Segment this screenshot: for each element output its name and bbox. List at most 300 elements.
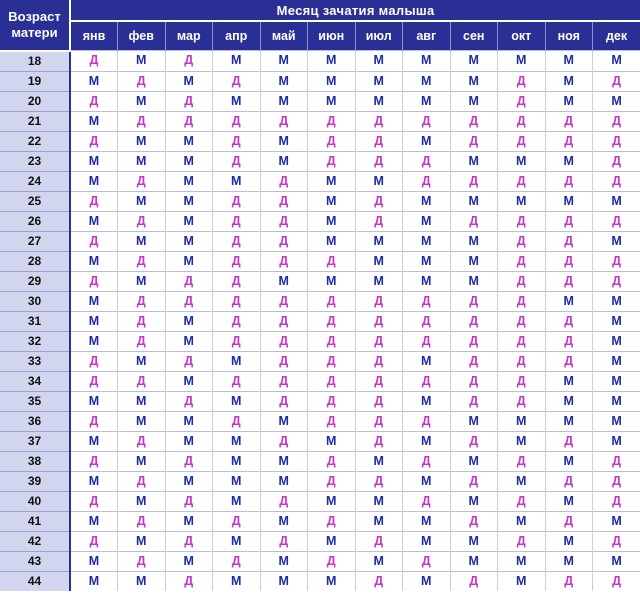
girl-prediction-cell: Д [450,391,498,411]
mother-age-cell: 38 [0,451,70,471]
month-header-cell: сен [450,21,498,51]
boy-prediction-cell: М [118,91,166,111]
mother-age-cell: 39 [0,471,70,491]
boy-prediction-cell: М [593,91,640,111]
month-header-row [0,21,640,51]
girl-prediction-cell: Д [70,351,118,371]
girl-prediction-cell: Д [498,391,546,411]
girl-prediction-cell: Д [450,351,498,371]
boy-prediction-cell: М [593,331,640,351]
boy-prediction-cell: М [118,531,166,551]
girl-prediction-cell: Д [260,231,308,251]
girl-prediction-cell: Д [593,491,640,511]
girl-prediction-cell: Д [498,491,546,511]
boy-prediction-cell: М [213,391,261,411]
girl-prediction-cell: Д [308,251,356,271]
boy-prediction-cell: М [118,351,166,371]
table-row [0,571,640,591]
month-header-cell: июн [308,21,356,51]
girl-prediction-cell: Д [545,211,593,231]
girl-prediction-cell: Д [593,131,640,151]
girl-prediction-cell: Д [355,291,403,311]
boy-prediction-cell: М [213,171,261,191]
girl-prediction-cell: Д [260,311,308,331]
girl-prediction-cell: Д [498,211,546,231]
mother-age-cell: 37 [0,431,70,451]
girl-prediction-cell: Д [545,571,593,591]
girl-prediction-cell: Д [213,271,261,291]
girl-prediction-cell: Д [450,211,498,231]
girl-prediction-cell: Д [450,431,498,451]
girl-prediction-cell: Д [545,231,593,251]
girl-prediction-cell: Д [213,191,261,211]
girl-prediction-cell: Д [213,511,261,531]
mother-age-cell: 42 [0,531,70,551]
boy-prediction-cell: М [118,411,166,431]
boy-prediction-cell: М [308,231,356,251]
mother-age-cell: 33 [0,351,70,371]
girl-prediction-cell: Д [118,211,166,231]
month-header-cell: окт [498,21,546,51]
boy-prediction-cell: М [165,171,213,191]
girl-prediction-cell: Д [593,171,640,191]
girl-prediction-cell: Д [165,111,213,131]
boy-prediction-cell: М [70,571,118,591]
girl-prediction-cell: Д [165,391,213,411]
boy-prediction-cell: М [545,391,593,411]
girl-prediction-cell: Д [165,351,213,371]
girl-prediction-cell: Д [403,371,451,391]
girl-prediction-cell: Д [450,131,498,151]
boy-prediction-cell: М [118,151,166,171]
boy-prediction-cell: М [165,211,213,231]
mother-age-header-line2: матери [11,24,58,40]
table-row [0,111,640,131]
month-header-cell: май [260,21,308,51]
table-row [0,491,640,511]
girl-prediction-cell: Д [213,371,261,391]
boy-prediction-cell: М [545,551,593,571]
girl-prediction-cell: Д [70,491,118,511]
boy-prediction-cell: М [118,51,166,72]
boy-prediction-cell: М [260,131,308,151]
table-row [0,311,640,331]
boy-prediction-cell: М [70,291,118,311]
girl-prediction-cell: Д [165,571,213,591]
boy-prediction-cell: М [593,311,640,331]
mother-age-header [0,0,70,51]
girl-prediction-cell: Д [450,171,498,191]
table-row [0,531,640,551]
girl-prediction-cell: Д [403,171,451,191]
boy-prediction-cell: М [403,471,451,491]
table-row [0,291,640,311]
girl-prediction-cell: Д [213,151,261,171]
boy-prediction-cell: М [118,231,166,251]
boy-prediction-cell: М [355,511,403,531]
girl-prediction-cell: Д [450,331,498,351]
girl-prediction-cell: Д [70,191,118,211]
mother-age-cell: 25 [0,191,70,211]
girl-prediction-cell: Д [355,431,403,451]
girl-prediction-cell: Д [308,351,356,371]
mother-age-cell: 28 [0,251,70,271]
girl-prediction-cell: Д [498,171,546,191]
table-row [0,151,640,171]
boy-prediction-cell: М [260,411,308,431]
girl-prediction-cell: Д [213,131,261,151]
table-row [0,171,640,191]
boy-prediction-cell: М [545,411,593,431]
boy-prediction-cell: М [450,451,498,471]
girl-prediction-cell: Д [213,331,261,351]
mother-age-cell: 32 [0,331,70,351]
boy-prediction-cell: М [70,251,118,271]
girl-prediction-cell: Д [118,251,166,271]
boy-prediction-cell: М [260,551,308,571]
boy-prediction-cell: М [118,491,166,511]
boy-prediction-cell: М [593,391,640,411]
boy-prediction-cell: М [118,191,166,211]
girl-prediction-cell: Д [355,391,403,411]
table-row [0,211,640,231]
girl-prediction-cell: Д [355,571,403,591]
girl-prediction-cell: Д [355,411,403,431]
girl-prediction-cell: Д [213,551,261,571]
girl-prediction-cell: Д [308,311,356,331]
boy-prediction-cell: М [70,331,118,351]
girl-prediction-cell: Д [545,351,593,371]
mother-age-cell: 18 [0,51,70,72]
boy-prediction-cell: М [308,431,356,451]
boy-prediction-cell: М [308,491,356,511]
girl-prediction-cell: Д [593,571,640,591]
boy-prediction-cell: М [403,211,451,231]
girl-prediction-cell: Д [355,351,403,371]
mother-age-cell: 34 [0,371,70,391]
mother-age-cell: 27 [0,231,70,251]
boy-prediction-cell: М [403,511,451,531]
boy-prediction-cell: М [70,471,118,491]
mother-age-cell: 26 [0,211,70,231]
boy-prediction-cell: М [70,431,118,451]
girl-prediction-cell: Д [450,291,498,311]
girl-prediction-cell: Д [355,151,403,171]
boy-prediction-cell: М [450,251,498,271]
boy-prediction-cell: М [403,131,451,151]
boy-prediction-cell: М [165,231,213,251]
girl-prediction-cell: Д [165,531,213,551]
girl-prediction-cell: Д [70,451,118,471]
girl-prediction-cell: Д [70,271,118,291]
girl-prediction-cell: Д [545,131,593,151]
girl-prediction-cell: Д [593,451,640,471]
boy-prediction-cell: М [498,571,546,591]
girl-prediction-cell: Д [165,291,213,311]
table-row [0,471,640,491]
girl-prediction-cell: Д [70,51,118,72]
boy-prediction-cell: М [498,471,546,491]
boy-prediction-cell: М [545,91,593,111]
girl-prediction-cell: Д [355,311,403,331]
girl-prediction-cell: Д [260,431,308,451]
girl-prediction-cell: Д [545,111,593,131]
boy-prediction-cell: М [450,71,498,91]
boy-prediction-cell: М [545,51,593,72]
girl-prediction-cell: Д [260,351,308,371]
boy-prediction-cell: М [403,51,451,72]
boy-prediction-cell: М [403,71,451,91]
girl-prediction-cell: Д [70,231,118,251]
girl-prediction-cell: Д [498,531,546,551]
girl-prediction-cell: Д [118,311,166,331]
table-row [0,371,640,391]
boy-prediction-cell: М [355,171,403,191]
girl-prediction-cell: Д [213,251,261,271]
boy-prediction-cell: М [165,131,213,151]
mother-age-cell: 43 [0,551,70,571]
table-body [0,51,640,591]
boy-prediction-cell: М [165,71,213,91]
boy-prediction-cell: М [70,171,118,191]
girl-prediction-cell: Д [593,111,640,131]
boy-prediction-cell: М [593,551,640,571]
girl-prediction-cell: Д [593,211,640,231]
table-row [0,91,640,111]
girl-prediction-cell: Д [593,271,640,291]
boy-prediction-cell: М [498,51,546,72]
girl-prediction-cell: Д [308,131,356,151]
girl-prediction-cell: Д [260,251,308,271]
girl-prediction-cell: Д [260,111,308,131]
boy-prediction-cell: М [308,91,356,111]
girl-prediction-cell: Д [498,451,546,471]
girl-prediction-cell: Д [403,311,451,331]
boy-prediction-cell: М [450,271,498,291]
boy-prediction-cell: М [70,311,118,331]
girl-prediction-cell: Д [118,471,166,491]
boy-prediction-cell: М [165,251,213,271]
table-row [0,51,640,72]
girl-prediction-cell: Д [498,91,546,111]
girl-prediction-cell: Д [403,411,451,431]
girl-prediction-cell: Д [593,531,640,551]
girl-prediction-cell: Д [545,271,593,291]
table-row [0,331,640,351]
boy-prediction-cell: М [70,511,118,531]
girl-prediction-cell: Д [213,231,261,251]
month-header-cell: апр [213,21,261,51]
girl-prediction-cell: Д [118,331,166,351]
girl-prediction-cell: Д [498,131,546,151]
mother-age-cell: 19 [0,71,70,91]
girl-prediction-cell: Д [355,191,403,211]
boy-prediction-cell: М [450,531,498,551]
boy-prediction-cell: М [498,151,546,171]
boy-prediction-cell: М [498,411,546,431]
girl-prediction-cell: Д [450,311,498,331]
boy-prediction-cell: М [165,551,213,571]
boy-prediction-cell: М [355,271,403,291]
girl-prediction-cell: Д [498,371,546,391]
boy-prediction-cell: М [165,411,213,431]
boy-prediction-cell: М [593,51,640,72]
table-row [0,131,640,151]
mother-age-cell: 24 [0,171,70,191]
girl-prediction-cell: Д [165,51,213,72]
boy-prediction-cell: М [260,451,308,471]
boy-prediction-cell: М [165,151,213,171]
girl-prediction-cell: Д [260,291,308,311]
girl-prediction-cell: Д [165,451,213,471]
boy-prediction-cell: М [70,151,118,171]
mother-age-cell: 20 [0,91,70,111]
girl-prediction-cell: Д [308,331,356,351]
boy-prediction-cell: М [355,231,403,251]
girl-prediction-cell: Д [355,331,403,351]
girl-prediction-cell: Д [545,471,593,491]
boy-prediction-cell: М [70,551,118,571]
girl-prediction-cell: Д [260,491,308,511]
boy-prediction-cell: М [498,431,546,451]
girl-prediction-cell: Д [260,331,308,351]
girl-prediction-cell: Д [355,131,403,151]
girl-prediction-cell: Д [260,211,308,231]
girl-prediction-cell: Д [498,231,546,251]
girl-prediction-cell: Д [118,371,166,391]
boy-prediction-cell: М [545,491,593,511]
girl-prediction-cell: Д [70,411,118,431]
table-row [0,511,640,531]
boy-prediction-cell: М [165,371,213,391]
boy-prediction-cell: М [450,91,498,111]
month-header-cell: дек [593,21,640,51]
girl-prediction-cell: Д [118,71,166,91]
girl-prediction-cell: Д [308,471,356,491]
girl-prediction-cell: Д [118,111,166,131]
girl-prediction-cell: Д [118,511,166,531]
boy-prediction-cell: М [403,91,451,111]
girl-prediction-cell: Д [498,271,546,291]
boy-prediction-cell: М [403,531,451,551]
girl-prediction-cell: Д [355,111,403,131]
month-header-cell: мар [165,21,213,51]
boy-prediction-cell: М [165,331,213,351]
girl-prediction-cell: Д [308,391,356,411]
boy-prediction-cell: М [165,511,213,531]
boy-prediction-cell: М [260,571,308,591]
boy-prediction-cell: М [70,391,118,411]
boy-prediction-cell: М [450,411,498,431]
boy-prediction-cell: М [165,431,213,451]
boy-prediction-cell: М [355,91,403,111]
girl-prediction-cell: Д [355,371,403,391]
mother-age-cell: 22 [0,131,70,151]
girl-prediction-cell: Д [545,311,593,331]
girl-prediction-cell: Д [403,151,451,171]
girl-prediction-cell: Д [308,151,356,171]
boy-prediction-cell: М [545,191,593,211]
boy-prediction-cell: М [355,51,403,72]
girl-prediction-cell: Д [70,91,118,111]
girl-prediction-cell: Д [118,171,166,191]
boy-prediction-cell: М [213,571,261,591]
boy-prediction-cell: М [308,531,356,551]
girl-prediction-cell: Д [355,211,403,231]
boy-prediction-cell: М [308,71,356,91]
girl-prediction-cell: Д [403,111,451,131]
girl-prediction-cell: Д [593,151,640,171]
boy-prediction-cell: М [593,191,640,211]
boy-prediction-cell: М [213,471,261,491]
boy-prediction-cell: М [260,91,308,111]
boy-prediction-cell: М [545,371,593,391]
girl-prediction-cell: Д [213,71,261,91]
month-header-cell: июл [355,21,403,51]
girl-prediction-cell: Д [308,451,356,471]
month-header-cell: ноя [545,21,593,51]
girl-prediction-cell: Д [213,211,261,231]
boy-prediction-cell: М [355,71,403,91]
boy-prediction-cell: М [118,391,166,411]
boy-prediction-cell: М [260,71,308,91]
girl-prediction-cell: Д [498,311,546,331]
mother-age-cell: 29 [0,271,70,291]
girl-prediction-cell: Д [308,111,356,131]
girl-prediction-cell: Д [403,551,451,571]
girl-prediction-cell: Д [450,111,498,131]
girl-prediction-cell: Д [260,391,308,411]
girl-prediction-cell: Д [70,531,118,551]
boy-prediction-cell: М [118,571,166,591]
girl-prediction-cell: Д [70,371,118,391]
boy-prediction-cell: М [450,491,498,511]
mother-age-cell: 21 [0,111,70,131]
boy-prediction-cell: М [308,191,356,211]
girl-prediction-cell: Д [450,571,498,591]
girl-prediction-cell: Д [545,251,593,271]
boy-prediction-cell: М [403,251,451,271]
boy-prediction-cell: М [498,511,546,531]
boy-prediction-cell: М [498,551,546,571]
boy-prediction-cell: М [213,51,261,72]
mother-age-cell: 35 [0,391,70,411]
boy-prediction-cell: М [403,571,451,591]
boy-prediction-cell: М [308,271,356,291]
boy-prediction-cell: М [450,191,498,211]
girl-prediction-cell: Д [118,551,166,571]
boy-prediction-cell: М [260,51,308,72]
boy-prediction-cell: М [118,451,166,471]
boy-prediction-cell: М [545,151,593,171]
girl-prediction-cell: Д [498,71,546,91]
boy-prediction-cell: М [545,71,593,91]
boy-prediction-cell: М [403,271,451,291]
month-header-cell: авг [403,21,451,51]
girl-prediction-cell: Д [213,311,261,331]
boy-prediction-cell: М [450,51,498,72]
girl-prediction-cell: Д [213,111,261,131]
girl-prediction-cell: Д [498,291,546,311]
boy-prediction-cell: М [355,491,403,511]
boy-prediction-cell: М [260,471,308,491]
boy-prediction-cell: М [213,531,261,551]
girl-prediction-cell: Д [403,291,451,311]
boy-prediction-cell: М [450,551,498,571]
boy-prediction-cell: М [545,531,593,551]
boy-prediction-cell: М [165,311,213,331]
boy-prediction-cell: М [213,91,261,111]
